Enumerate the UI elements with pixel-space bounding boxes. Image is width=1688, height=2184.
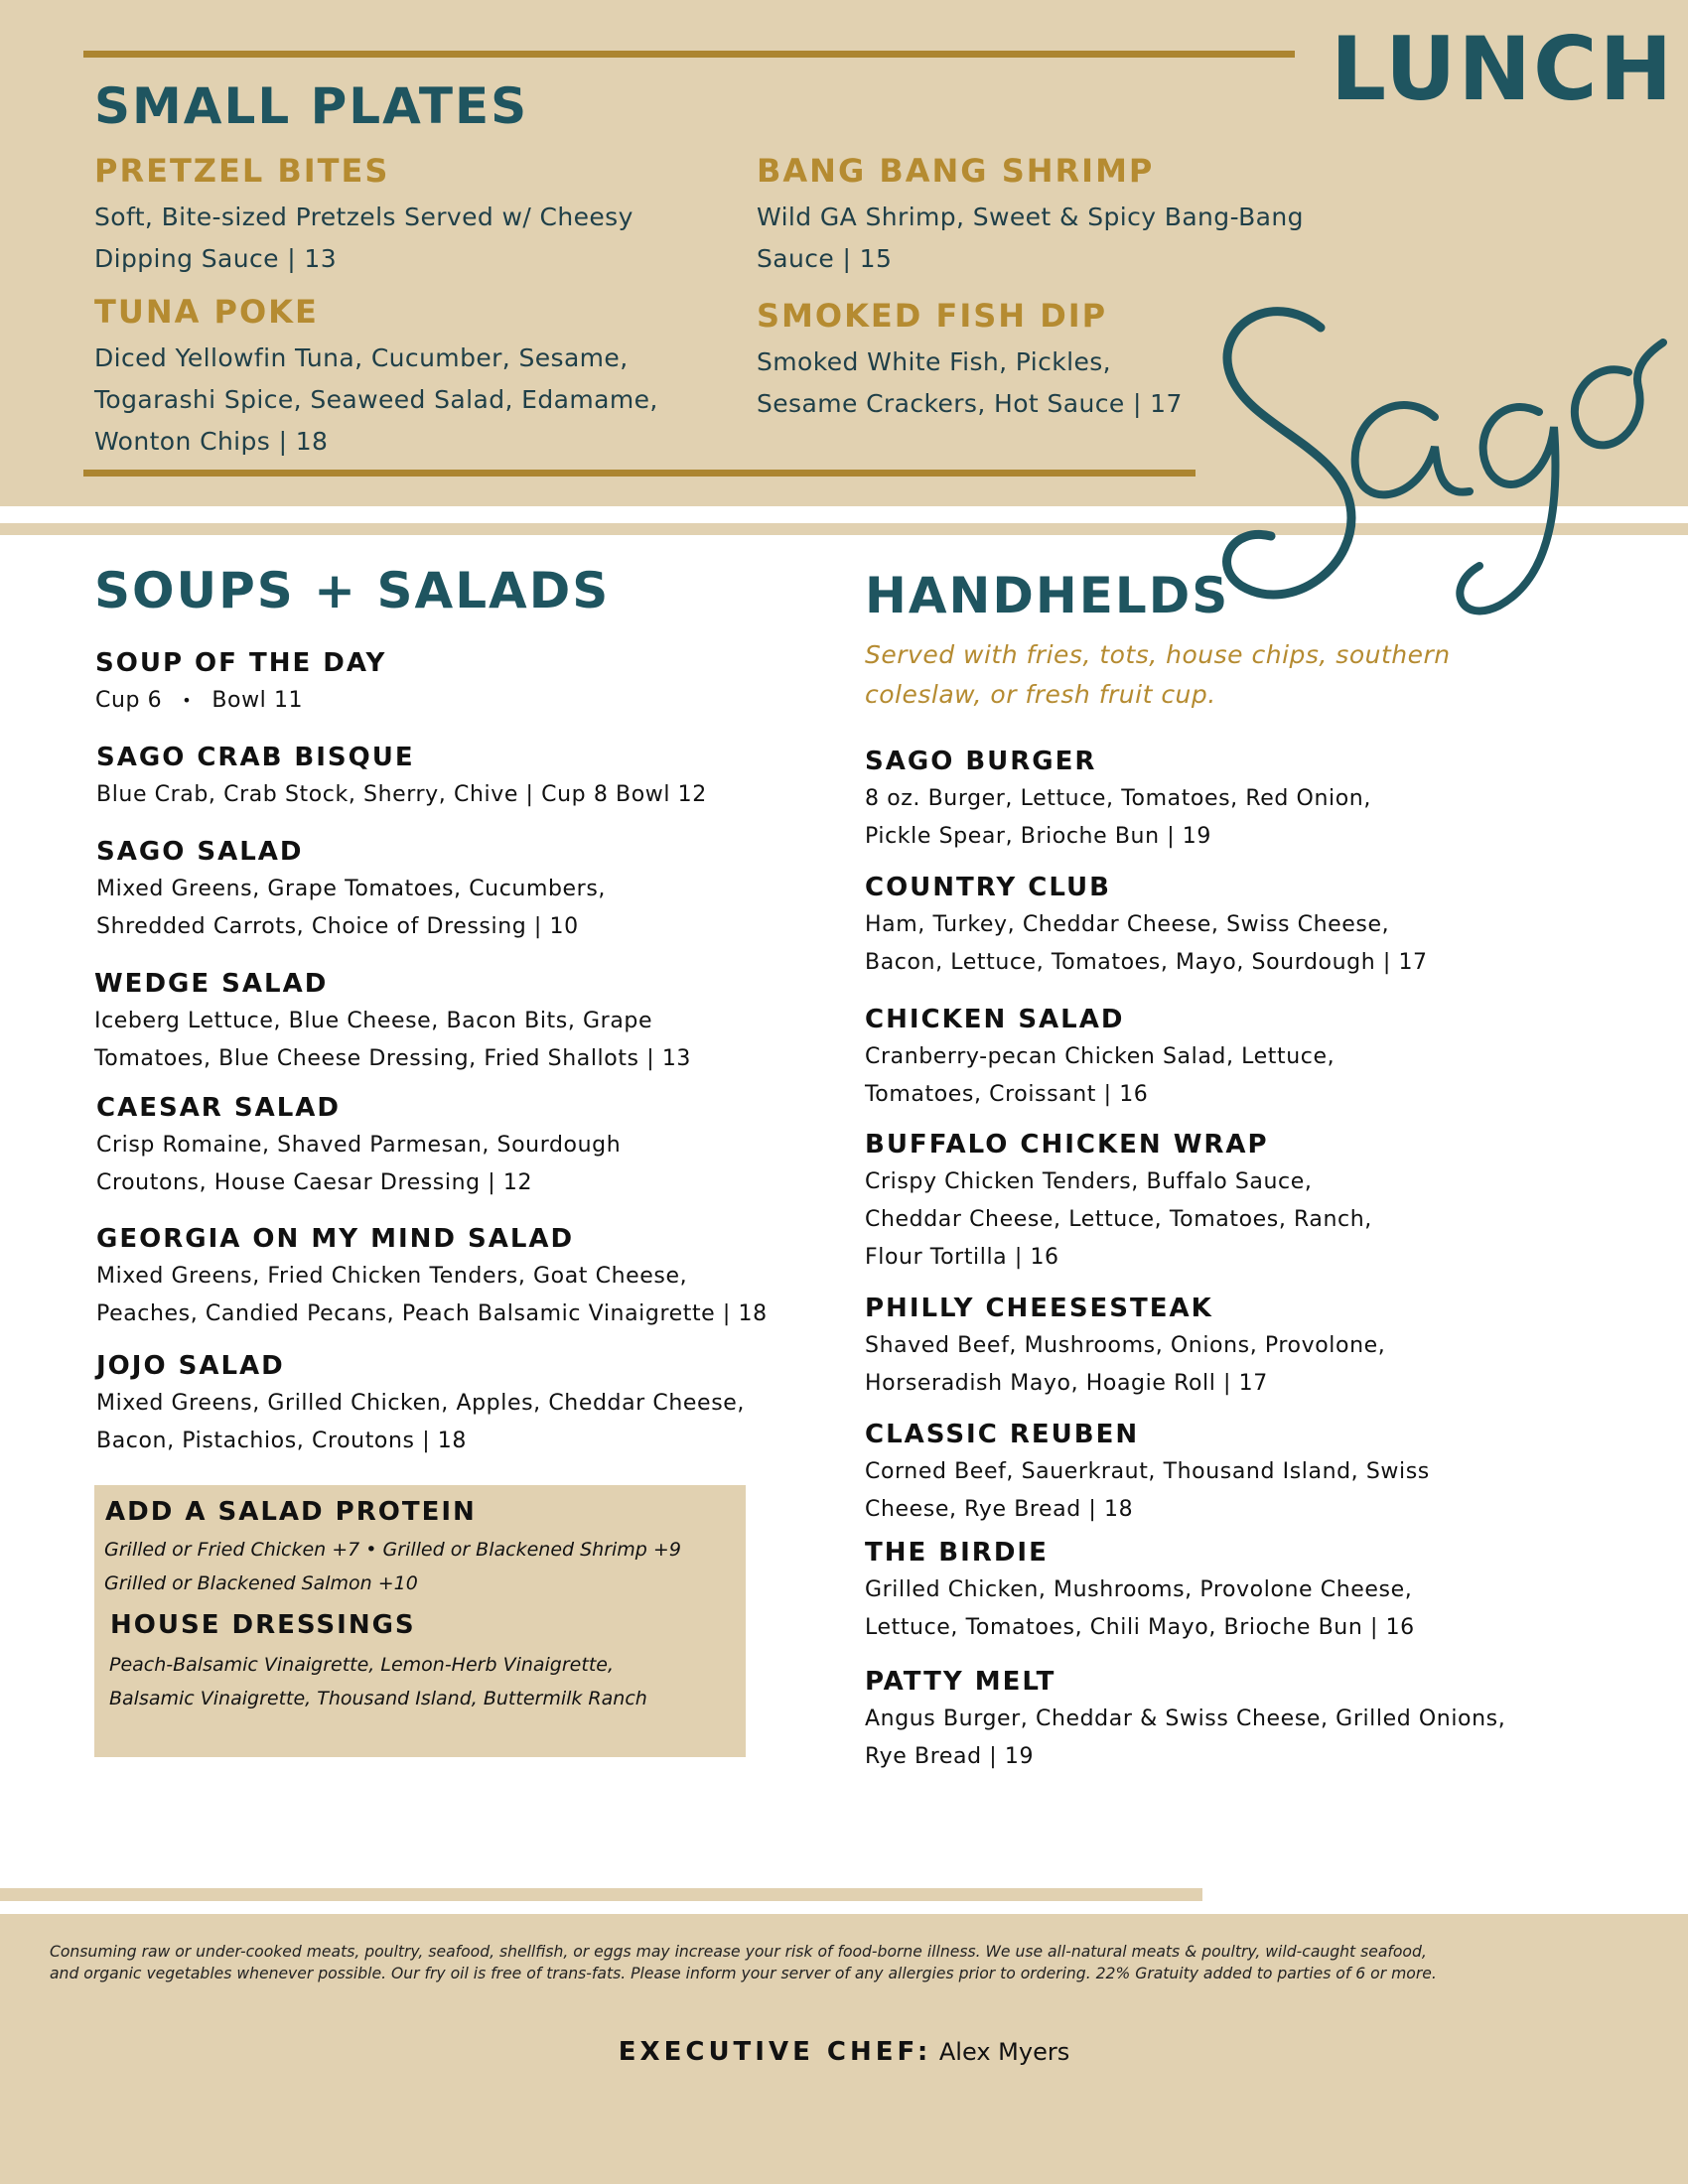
handhelds-title: HANDHELDS: [865, 567, 1230, 624]
desc-line: Corned Beef, Sauerkraut, Thousand Island, Swiss: [865, 1459, 1430, 1484]
desc-line: Shredded Carrots, Choice of Dressing | 10: [96, 914, 579, 939]
item-description: [865, 1571, 1600, 1647]
desc-line: Ham, Turkey, Cheddar Cheese, Swiss Cheese,: [865, 912, 1390, 937]
desc-line: Cranberry-pecan Chicken Salad, Lettuce,: [865, 1044, 1336, 1069]
chef-name: Alex Myers: [938, 2038, 1070, 2066]
desc-line: Sauce | 15: [757, 244, 893, 273]
item-name: BANG BANG SHRIMP: [757, 152, 1155, 190]
menu-item: [94, 967, 829, 1078]
bowl-price: Bowl 11: [211, 688, 304, 713]
protein-line: Grilled or Fried Chicken +7 • Grilled or Blackened Shrimp +9: [104, 1539, 681, 1561]
menu-item: [865, 745, 1600, 856]
item-name: GEORGIA ON MY MIND SALAD: [96, 1224, 575, 1254]
desc-line: Mixed Greens, Fried Chicken Tenders, Goat Cheese,: [96, 1264, 688, 1289]
item-name: CHICKEN SALAD: [865, 1005, 1125, 1034]
dressing-line: Peach-Balsamic Vinaigrette, Lemon-Herb Vinaigrette,: [109, 1654, 614, 1676]
item-name: JOJO SALAD: [96, 1351, 285, 1381]
note-line: Served with fries, tots, house chips, southern: [865, 640, 1451, 669]
item-description: [94, 197, 730, 280]
desc-line: Shaved Beef, Mushrooms, Onions, Provolone,: [865, 1333, 1386, 1358]
executive-chef-credit: [0, 2037, 1688, 2067]
item-description: [96, 1127, 831, 1202]
menu-item: [96, 1091, 831, 1202]
desc-line: Soft, Bite-sized Pretzels Served w/ Cheesy: [94, 203, 633, 231]
cup-price: Cup 6: [95, 688, 163, 713]
handhelds-sides-note: [865, 635, 1500, 715]
desc-line: Lettuce, Tomatoes, Chili Mayo, Brioche Bun | 16: [865, 1615, 1415, 1640]
item-name: THE BIRDIE: [865, 1538, 1049, 1568]
item-description: [865, 906, 1600, 982]
menu-item-soup-of-the-day: [95, 646, 830, 720]
desc-line: Tomatoes, Blue Cheese Dressing, Fried Shallots | 13: [94, 1046, 692, 1071]
gold-rule-top: [83, 51, 1295, 58]
protein-options: [104, 1533, 730, 1600]
desc-line: Togarashi Spice, Seaweed Salad, Edamame,: [94, 385, 658, 414]
item-name: PATTY MELT: [865, 1667, 1056, 1697]
desc-line: Crisp Romaine, Shaved Parmesan, Sourdough: [96, 1133, 622, 1158]
desc-line: Bacon, Lettuce, Tomatoes, Mayo, Sourdough | 17: [865, 950, 1428, 975]
small-plate-item: [94, 292, 730, 463]
divider-stripe-bottom: [0, 1888, 1202, 1901]
bullet-separator: •: [182, 691, 193, 710]
disclaimer-line: and organic vegetables whenever possible. Our fry oil is free of trans-fats. Please inform your server of any allergies prior to ordering. 22% Gratuity added to parties of 6 or more.: [50, 1965, 1437, 1982]
item-name: SMOKED FISH DIP: [757, 297, 1108, 335]
small-plate-item: [757, 296, 1392, 425]
menu-item: [865, 1292, 1600, 1403]
item-name: TUNA POKE: [94, 293, 319, 331]
item-name: PRETZEL BITES: [94, 152, 390, 190]
desc-line: Smoked White Fish, Pickles,: [757, 347, 1112, 376]
desc-line: Cheddar Cheese, Lettuce, Tomatoes, Ranch,: [865, 1207, 1372, 1232]
item-description: [865, 780, 1600, 856]
menu-item: [96, 1222, 871, 1333]
menu-item: [865, 1418, 1600, 1529]
desc-line: Peaches, Candied Pecans, Peach Balsamic Vinaigrette | 18: [96, 1301, 768, 1326]
disclaimer-line: Consuming raw or under-cooked meats, poultry, seafood, shellfish, or eggs may increase your risk of food-borne illness. We use all-natural meats & poultry, wild-caught seafood,: [50, 1943, 1427, 1961]
desc-line: Angus Burger, Cheddar & Swiss Cheese, Grilled Onions,: [865, 1706, 1506, 1731]
item-name: SAGO BURGER: [865, 747, 1097, 776]
protein-title: ADD A SALAD PROTEIN: [105, 1497, 477, 1527]
small-plate-item: [94, 151, 730, 280]
item-description: [94, 338, 730, 463]
note-line: coleslaw, or fresh fruit cup.: [865, 680, 1216, 709]
desc-line: Mixed Greens, Grape Tomatoes, Cucumbers,: [96, 877, 606, 901]
desc-line: Flour Tortilla | 16: [865, 1245, 1059, 1270]
soups-salads-title: SOUPS + SALADS: [94, 562, 611, 619]
desc-line: Mixed Greens, Grilled Chicken, Apples, Cheddar Cheese,: [96, 1391, 745, 1416]
item-description: [865, 1701, 1649, 1776]
small-plate-item: [757, 151, 1392, 280]
item-name: WEDGE SALAD: [94, 969, 329, 999]
menu-item: [865, 1128, 1600, 1277]
item-description: [865, 1038, 1600, 1114]
item-description: [94, 1003, 829, 1078]
item-name: SOUP OF THE DAY: [95, 648, 387, 678]
gold-rule-bottom: [83, 470, 1196, 477]
item-description: [865, 1327, 1600, 1403]
item-name: BUFFALO CHICKEN WRAP: [865, 1130, 1269, 1160]
item-description: [96, 1258, 871, 1333]
desc-line: Tomatoes, Croissant | 16: [865, 1082, 1149, 1107]
desc-line: Wild GA Shrimp, Sweet & Spicy Bang-Bang: [757, 203, 1304, 231]
salad-protein-box: [94, 1485, 746, 1757]
desc-line: Dipping Sauce | 13: [94, 244, 338, 273]
chef-label: EXECUTIVE CHEF:: [618, 2037, 932, 2067]
small-plates-title: SMALL PLATES: [94, 77, 529, 135]
menu-item: [865, 871, 1600, 982]
menu-title: LUNCH: [1331, 18, 1675, 120]
desc-line: Bacon, Pistachios, Croutons | 18: [96, 1429, 467, 1453]
item-description: [757, 341, 1392, 425]
item-name: CAESAR SALAD: [96, 1093, 342, 1123]
desc-line: Blue Crab, Crab Stock, Sherry, Chive | Cup 8 Bowl 12: [96, 782, 707, 807]
menu-item: [96, 835, 831, 946]
dressing-line: Balsamic Vinaigrette, Thousand Island, Buttermilk Ranch: [109, 1688, 647, 1709]
dressings-title: HOUSE DRESSINGS: [110, 1610, 416, 1640]
desc-line: Croutons, House Caesar Dressing | 12: [96, 1170, 533, 1195]
desc-line: 8 oz. Burger, Lettuce, Tomatoes, Red Onion,: [865, 786, 1371, 811]
item-description: [757, 197, 1392, 280]
desc-line: Wonton Chips | 18: [94, 427, 329, 456]
menu-item: [865, 1665, 1649, 1776]
protein-line: Grilled or Blackened Salmon +10: [104, 1572, 418, 1594]
menu-item: [865, 1536, 1600, 1647]
food-safety-disclaimer: [50, 1941, 1648, 1984]
item-description: [96, 1385, 831, 1460]
item-name: SAGO CRAB BISQUE: [96, 743, 415, 772]
menu-item: [96, 741, 831, 814]
item-name: COUNTRY CLUB: [865, 873, 1111, 902]
item-name: SAGO SALAD: [96, 837, 304, 867]
menu-item: [96, 1349, 831, 1460]
item-description: [865, 1163, 1600, 1277]
desc-line: Cheese, Rye Bread | 18: [865, 1497, 1134, 1522]
desc-line: Pickle Spear, Brioche Bun | 19: [865, 824, 1211, 849]
desc-line: Horseradish Mayo, Hoagie Roll | 17: [865, 1371, 1268, 1396]
item-description: [96, 776, 831, 814]
menu-item: [865, 1003, 1600, 1114]
desc-line: Grilled Chicken, Mushrooms, Provolone Cheese,: [865, 1577, 1413, 1602]
desc-line: Iceberg Lettuce, Blue Cheese, Bacon Bits, Grape: [94, 1009, 653, 1033]
item-name: CLASSIC REUBEN: [865, 1420, 1140, 1449]
item-description: [865, 1453, 1600, 1529]
desc-line: Diced Yellowfin Tuna, Cucumber, Sesame,: [94, 343, 629, 372]
item-description: [95, 682, 830, 720]
desc-line: Crispy Chicken Tenders, Buffalo Sauce,: [865, 1169, 1313, 1194]
desc-line: Rye Bread | 19: [865, 1744, 1035, 1769]
desc-line: Sesame Crackers, Hot Sauce | 17: [757, 389, 1183, 418]
item-name: PHILLY CHEESESTEAK: [865, 1294, 1213, 1323]
item-description: [96, 871, 831, 946]
dressings-list: [109, 1648, 735, 1715]
